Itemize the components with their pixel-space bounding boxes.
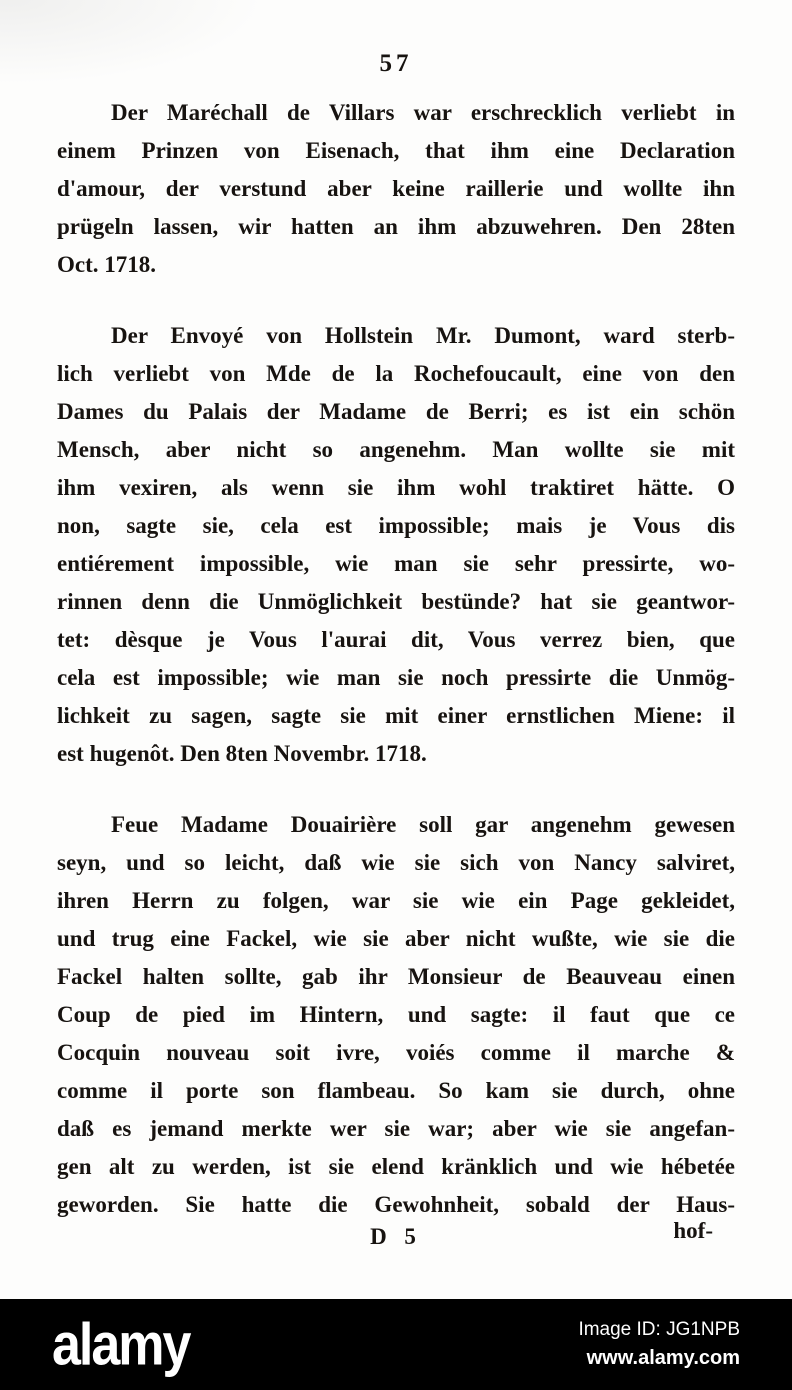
signature-line — [57, 1218, 735, 1262]
text-line: Der Envoyé von Hollstein Mr. Dumont, ward sterb- — [111, 323, 735, 348]
printer-signature: D 5 — [370, 1224, 422, 1249]
text-line: Oct. 1718. — [57, 252, 157, 277]
alamy-meta — [578, 1316, 740, 1373]
text-line: und trug eine Fackel, wie sie aber nicht wußte, wie sie die — [57, 926, 735, 951]
text-line: ihren Herrn zu folgen, war sie wie ein Page gekleidet, — [57, 888, 735, 913]
text-line: Coup de pied im Hintern, und sagte: il faut que ce — [57, 1002, 735, 1027]
text-line: prügeln lassen, wir hatten an ihm abzuwehren. Den 28ten — [57, 214, 735, 239]
text-line: lich verliebt von Mde de la Rochefoucault, eine von den — [57, 361, 735, 386]
alamy-url: www.alamy.com — [586, 1346, 740, 1369]
image-id-label: Image ID: JG1NPB — [578, 1319, 740, 1341]
text-line: non, sagte sie, cela est impossible; mais je Vous dis — [57, 513, 735, 538]
text-line: est hugenôt. Den 8ten Novembr. 1718. — [57, 741, 427, 766]
paragraph — [57, 94, 735, 284]
text-line: Feue Madame Douairière soll gar angenehm gewesen — [111, 812, 735, 837]
text-line: entiérement impossible, wie man sie sehr pressirte, wo- — [57, 551, 735, 576]
alamy-footer-bar — [0, 1299, 792, 1390]
text-line: ihm vexiren, als wenn sie ihm wohl traktiret hätte. O — [57, 475, 735, 500]
text-line: gen alt zu werden, ist sie elend kränklich und wie hébetée — [57, 1154, 735, 1179]
text-line: Dames du Palais der Madame de Berri; es ist ein schön — [57, 399, 735, 424]
paragraph — [57, 806, 735, 1224]
text-line: comme il porte son flambeau. So kam sie durch, ohne — [57, 1078, 735, 1103]
text-line: Der Maréchall de Villars war erschrecklich verliebt in — [111, 100, 735, 125]
text-line: lichkeit zu sagen, sagte sie mit einer ernstlichen Miene: il — [57, 703, 735, 728]
text-line: rinnen denn die Unmöglichkeit bestünde? hat sie geantwor- — [57, 589, 735, 614]
text-line: d'amour, der verstund aber keine raillerie und wollte ihn — [57, 176, 735, 201]
text-line: daß es jemand merkte wer sie war; aber wie sie angefan- — [57, 1116, 735, 1141]
paragraph — [57, 317, 735, 773]
text-line: Cocquin nouveau soit ivre, voiés comme il marche & — [57, 1040, 735, 1065]
catchword: hof- — [673, 1218, 713, 1243]
page-number: 57 — [379, 50, 413, 77]
text-line: seyn, und so leicht, daß wie sie sich von Nancy salviret, — [57, 850, 735, 875]
text-line: tet: dèsque je Vous l'aurai dit, Vous verrez bien, que — [57, 627, 735, 652]
alamy-logo: alamy — [52, 1311, 190, 1378]
text-line: geworden. Sie hatte die Gewohnheit, sobald der Haus- — [57, 1192, 735, 1217]
text-line: Fackel halten sollte, gab ihr Monsieur de Beauveau einen — [57, 964, 735, 989]
page-text — [57, 94, 735, 1224]
text-line: Mensch, aber nicht so angenehm. Man wollte sie mit — [57, 437, 735, 462]
text-line: einem Prinzen von Eisenach, that ihm eine Declaration — [57, 138, 735, 163]
text-line: cela est impossible; wie man sie noch pressirte die Unmög- — [57, 665, 735, 690]
